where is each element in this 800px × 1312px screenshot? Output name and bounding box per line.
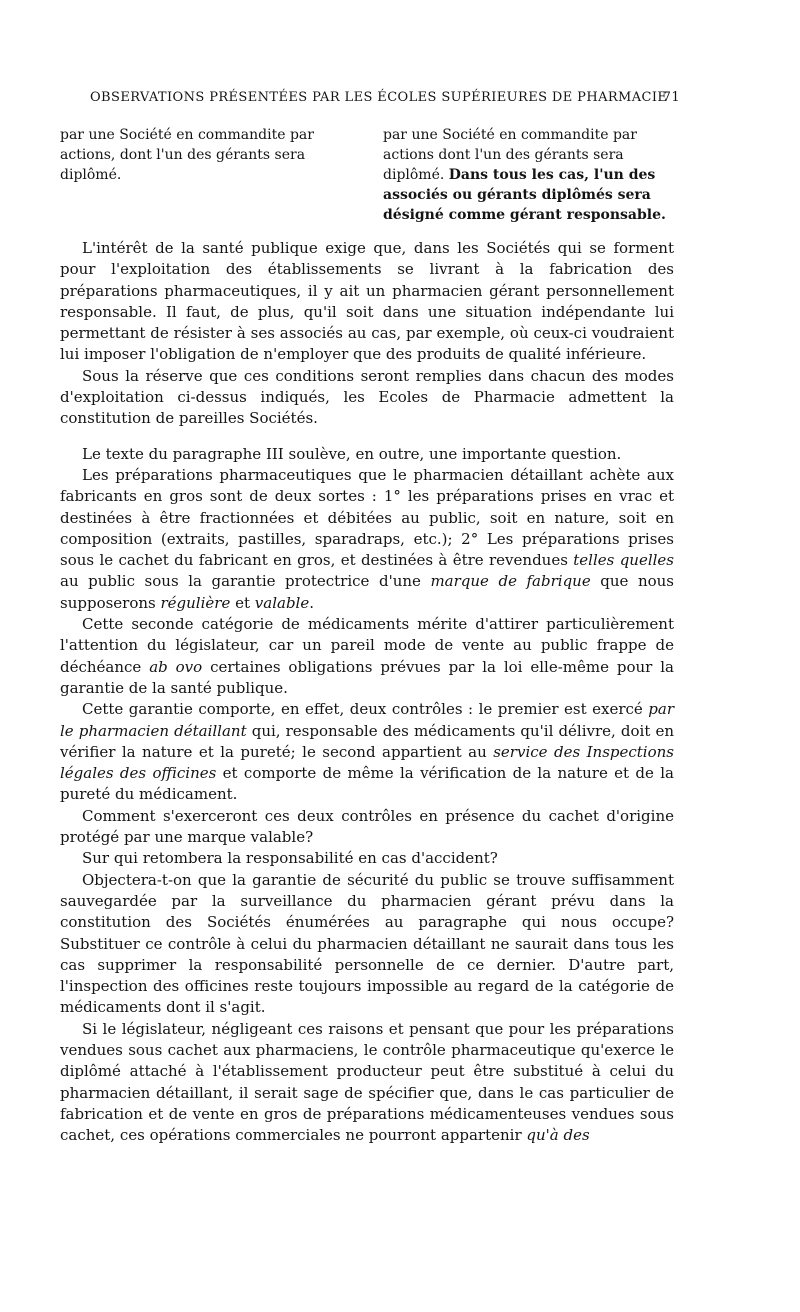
paragraph-4: Les préparations pharmaceutiques que le pharmacien détaillant achète aux fabricants en gros sont de deux sortes : 1° les préparations prises en vrac et destinées à être fractionnées et débitées au public, soit en nature, soit en composition (extraits, pastilles, sparadraps, etc.); 2° Les préparations prises sous le cachet du fabricant en gros, et destinées à être revendues telles quelles au public sous la garantie protectrice d'une marque de fabrique que nous supposerons régulière et valable. xyxy=(60,465,675,612)
paragraph-8: Sur qui retombera la responsabilité en cas d'accident? xyxy=(82,849,498,868)
paragraph-7: Comment s'exerceront ces deux contrôles en présence du cachet d'origine protégé par une marque valable? xyxy=(60,806,674,847)
paragraph-1: L'intérêt de la santé publique exige que, dans les Sociétés qui se forment pour l'exploitation des établissements se livrant à la fabrication des préparations pharmaceutiques, il y ait un pharmacien gérant personnellement responsable. Il faut, de plus, qu'il soit dans une situation indépendante lui permettant de résister à ses associés au cas, par exemple, où ceux-ci voudraient lui imposer l'obligation de n'employer que des produits de qualité inférieure. xyxy=(60,239,674,364)
paragraph-2: Sous la réserve que ces conditions seront remplies dans chacun des modes d'exploitation ci-dessus indiqués, les Ecoles de Pharmacie admettent la constitution de pareilles Sociétés. xyxy=(60,366,674,428)
body-text xyxy=(60,238,674,1146)
left-column-text: par une Société en commandite par actions, dont l'un des gérants sera diplômé. xyxy=(60,127,314,183)
right-column-text: par une Société en commandite par actions dont l'un des gérants sera diplômé. xyxy=(383,127,637,183)
paragraph-9: Objectera-t-on que la garantie de sécurité du public se trouve suffisamment sauvegardée par la surveillance du pharmacien gérant prévu dans la constitution des Sociétés énumérées au paragraphe qui nous occupe? Substituer ce contrôle à celui du pharmacien détaillant ne saurait dans tous les cas supprimer la responsabilité personnelle de ce dernier. D'autre part, l'inspection des officines reste toujours impossible au regard de la catégorie de médicaments dont il s'agit. xyxy=(60,870,674,1017)
page-number: 71 xyxy=(662,90,680,105)
running-header xyxy=(90,90,680,105)
right-column xyxy=(383,125,683,225)
paragraph-6: Cette garantie comporte, en effet, deux contrôles : le premier est exercé par le pharmacien détaillant qui, responsable des médicaments qu'il délivre, doit en vérifier la nature et la pureté; le second appartient au service des Inspections légales des officines et comporte de même la vérification de la nature et de la pureté du médicament. xyxy=(60,700,675,804)
paragraph-10: Si le législateur, négligeant ces raisons et pensant que pour les préparations vendues sous cachet aux pharmaciens, le contrôle pharmaceutique qu'exerce le diplômé attaché à l'établissement producteur peut être substitué à celui du pharmacien détaillant, il serait sage de spécifier que, dans le cas particulier de fabrication et de vente en gros de préparations médicamenteuses vendues sous cachet, ces opérations commerciales ne pourront appartenir qu'à des xyxy=(60,1019,674,1145)
paragraph-3: Le texte du paragraphe III soulève, en outre, une importante question. xyxy=(82,444,622,463)
right-column-bold-text: Dans tous les cas, l'un des associés ou gérants diplômés sera désigné comme gérant responsable. xyxy=(383,167,666,223)
paragraph-5: Cette seconde catégorie de médicaments mérite d'attirer particulièrement l'attention du législateur, car un pareil mode de vente au public frappe de déchéance ab ovo certaines obligations prévues par la loi elle-même pour la garantie de la santé publique. xyxy=(60,615,674,697)
running-title: OBSERVATIONS PRÉSENTÉES PAR LES ÉCOLES SUPÉRIEURES DE PHARMACIE xyxy=(90,90,668,105)
